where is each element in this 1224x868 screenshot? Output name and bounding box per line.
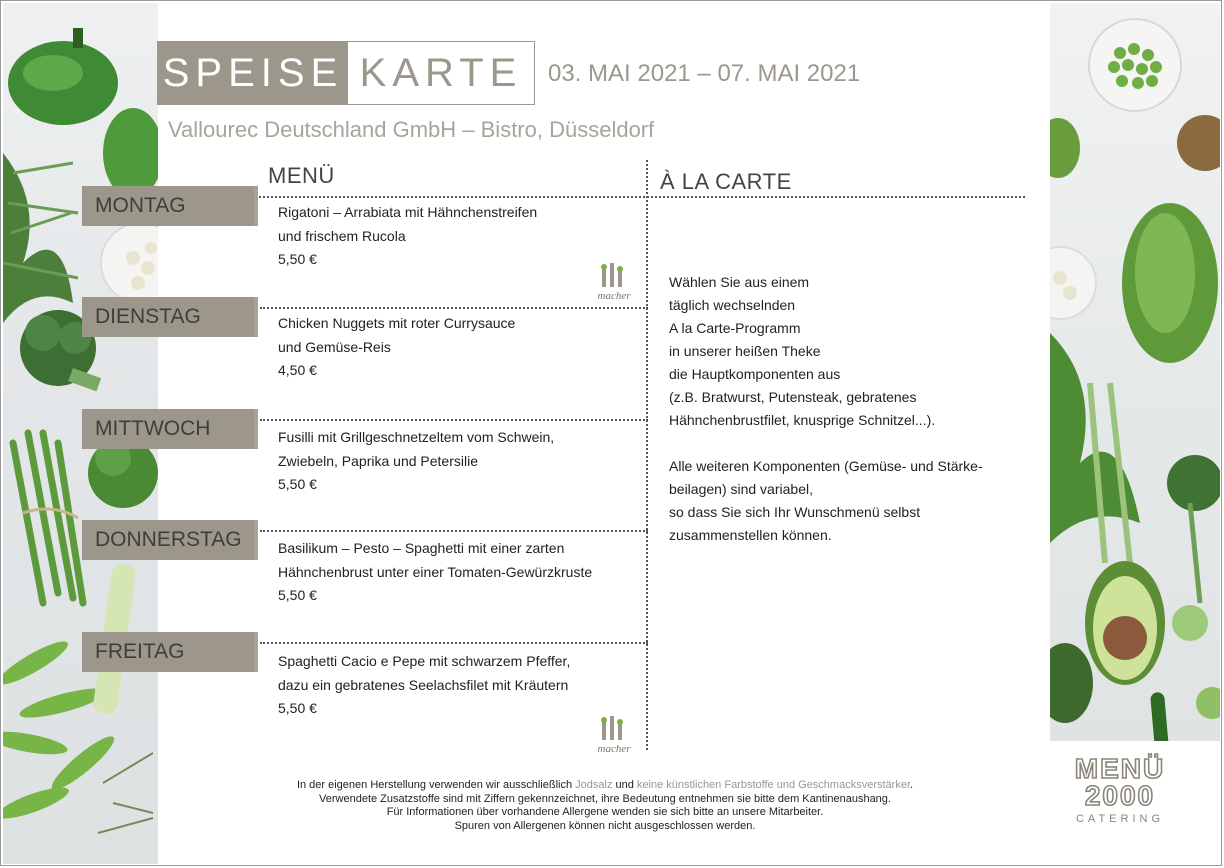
dish-line: dazu ein gebratenes Seelachsfilet mit Kräutern [278, 676, 569, 693]
footer-text: . [910, 779, 914, 791]
title-box [157, 41, 535, 105]
day-tag-tuesday: DIENSTAG [82, 297, 258, 337]
alc-line: zusammenstellen können. [669, 527, 832, 543]
divider-tuesday [260, 307, 648, 309]
fit-macher-logo [588, 716, 640, 756]
alc-line: in unserer heißen Theke [669, 343, 821, 359]
alc-line: so dass Sie sich Ihr Wunschmenü selbst [669, 504, 921, 520]
alc-line: (z.B. Bratwurst, Putensteak, gebratenes [669, 389, 917, 405]
day-tag-wednesday: MITTWOCH [82, 409, 258, 449]
footer-highlight: Jodsalz [575, 779, 613, 791]
divider-friday [260, 642, 648, 644]
column-divider [646, 160, 648, 750]
dish-line: Spaghetti Cacio e Pepe mit schwarzem Pfeffer, [278, 653, 571, 669]
footer-line-4: Spuren von Allergenen können nicht ausgeschlossen werden. [454, 819, 756, 832]
footer-highlight: keine künstlichen Farbstoffe und Geschmacksverstärker [636, 779, 910, 791]
alc-line: Wählen Sie aus einem [669, 274, 810, 290]
fit-logo-text: macher [597, 290, 631, 302]
day-tag-thursday: DONNERSTAG [82, 520, 258, 560]
dish-thursday [278, 537, 592, 608]
dish-price: 5,50 € [278, 476, 317, 492]
heading-menu: MENÜ [268, 163, 335, 188]
dish-line: Fusilli mit Grillgeschnetzeltem vom Schwein, [278, 429, 555, 445]
brand-line-3: CATERING [1075, 813, 1165, 825]
alc-gap [669, 432, 1029, 455]
vegetable-photo-right [1050, 3, 1220, 741]
alc-line: täglich wechselnden [669, 297, 796, 313]
dish-price: 5,50 € [278, 587, 317, 603]
divider-thursday [260, 530, 648, 532]
dish-friday [278, 650, 570, 721]
footer-notes [200, 779, 1010, 833]
dish-line: Basilikum – Pesto – Spaghetti mit einer zarten [278, 540, 565, 556]
company-name: Vallourec Deutschland GmbH – Bistro, Düsseldorf [168, 117, 655, 142]
heading-a-la-carte: À LA CARTE [660, 169, 792, 194]
brand-line-1: MENÜ [1074, 753, 1166, 784]
dish-line: Chicken Nuggets mit roter Currysauce [278, 315, 516, 331]
fit-macher-logo [588, 263, 640, 303]
date-range: 03. MAI 2021 – 07. MAI 2021 [548, 60, 861, 87]
dish-tuesday [278, 312, 515, 383]
dish-line: Hähnchenbrust unter einer Tomaten-Gewürzkruste [278, 563, 593, 580]
dish-price: 5,50 € [278, 700, 317, 716]
alc-line: die Hauptkomponenten aus [669, 366, 841, 382]
divider-monday [235, 196, 1025, 198]
alc-line: A la Carte-Programm [669, 320, 801, 336]
footer-text: In der eigenen Herstellung verwenden wir ausschließlich [296, 779, 576, 791]
a-la-carte-text [669, 271, 1029, 547]
fit-logo-text: macher [597, 743, 631, 755]
dish-line: Zwiebeln, Paprika und Petersilie [278, 452, 478, 469]
dish-line: und Gemüse-Reis [278, 338, 391, 355]
dish-line: und frischem Rucola [278, 227, 406, 244]
alc-line: Hähnchenbrustfilet, knusprige Schnitzel...). [669, 412, 936, 428]
dish-wednesday [278, 426, 554, 497]
footer-line-2: Verwendete Zusatzstoffe sind mit Ziffern gekennzeichnet, ihre Bedeutung entnehmen sie bitte dem Kantinenaushang. [319, 792, 891, 805]
dish-price: 5,50 € [278, 251, 317, 267]
brand-line-2: 2000 [1084, 780, 1156, 811]
menue-2000-catering-logo [1055, 751, 1185, 827]
title-speise: SPEISE [158, 42, 348, 104]
dish-line: Rigatoni – Arrabiata mit Hähnchenstreifen [278, 204, 538, 220]
alc-line: beilagen) sind variabel, [669, 481, 813, 497]
title-karte: KARTE [359, 51, 523, 95]
divider-wednesday [260, 419, 648, 421]
dish-monday [278, 201, 537, 272]
dish-price: 4,50 € [278, 362, 317, 378]
footer-text: und [612, 779, 637, 791]
day-tag-monday: MONTAG [82, 186, 258, 226]
footer-line-3: Für Informationen über vorhandene Allergene wenden sie sich bitte an unsere Mitarbeiter. [386, 806, 824, 818]
alc-line: Alle weiteren Komponenten (Gemüse- und Stärke- [669, 458, 983, 474]
footer-line-1 [200, 779, 1010, 793]
day-tag-friday: FREITAG [82, 632, 258, 672]
